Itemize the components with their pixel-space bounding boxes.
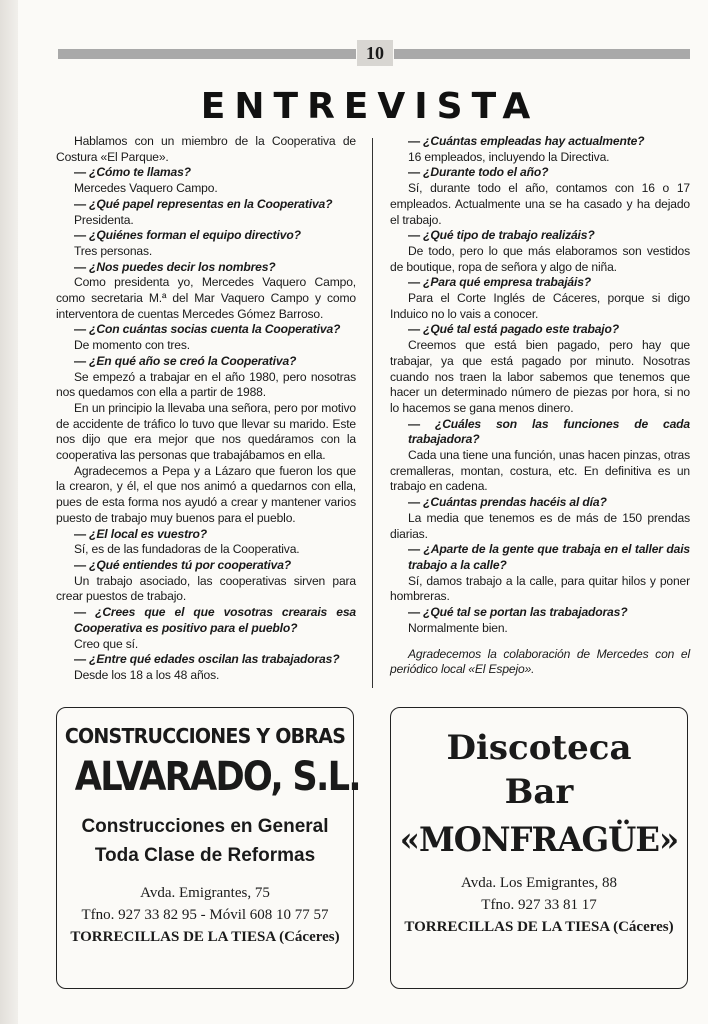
interview-answer: Cada una tiene una función, unas hacen pinzas, otras cremalleras, montan, costura, etc. En definitiva es un trabajo en cadena. bbox=[390, 448, 690, 494]
interview-answer: De momento con tres. bbox=[74, 338, 190, 353]
ad-monfrague-name: «MONFRAGÜE» bbox=[399, 820, 679, 860]
question-dash: — bbox=[74, 605, 96, 620]
question-dash: — bbox=[408, 495, 424, 510]
article-title: ENTREVISTA bbox=[200, 86, 540, 127]
question-dash: — bbox=[74, 322, 90, 337]
interview-answer: Un trabajo asociado, las cooperativas sirven para crear puestos de trabajo. bbox=[56, 573, 356, 604]
interview-answer: Agradecemos a Pepa y a Lázaro que fueron los que la crearon, y él, el que nos animó a quedarnos con ella, pues de esta forma nos ayudó a crear y mantener varios puesto de trabajo muy buenos para el pueblo. bbox=[56, 463, 356, 525]
interview-question bbox=[390, 495, 690, 511]
interview-question bbox=[390, 228, 690, 244]
ad-monfrague-town: TORRECILLAS DE LA TIESA (Cáceres) bbox=[404, 919, 674, 935]
question-text: ¿En qué año se creó la Cooperativa? bbox=[89, 353, 297, 368]
page-gutter-shadow bbox=[0, 0, 18, 1024]
interview-answer: Creemos que está bien pagado, pero hay que trabajar, ya que está pagado por minuto. Nosotras cuando nos traen la labor sabemos que tenemos que hacer un determinado número de piezas por hora, si no lo hacemos se gana menos dinero. bbox=[390, 338, 690, 415]
advertisement-alvarado bbox=[56, 707, 360, 989]
interview-question bbox=[56, 165, 356, 181]
interview-answer: Mercedes Vaquero Campo. bbox=[74, 181, 218, 196]
interview-question bbox=[56, 527, 356, 543]
interview-question bbox=[56, 605, 356, 636]
ad-alvarado-name: ALVARADO, S.L. bbox=[74, 754, 360, 800]
page-number: 10 bbox=[357, 40, 393, 66]
question-dash: — bbox=[74, 557, 90, 572]
interview-answer: Como presidenta yo, Mercedes Vaquero Campo, como secretaria M.ª del Mar Vaquero Campo y como interventora de cuentas Mercedes Gómez Barroso. bbox=[56, 275, 356, 321]
question-text: ¿Cómo te llamas? bbox=[89, 165, 191, 180]
interview-answer: Tres personas. bbox=[74, 243, 153, 258]
interview-question bbox=[390, 322, 690, 338]
question-text: ¿Entre qué edades oscilan las trabajadoras? bbox=[89, 652, 340, 667]
question-text: ¿Cuántas empleadas hay actualmente? bbox=[423, 134, 645, 148]
question-dash: — bbox=[74, 165, 90, 180]
ad-alvarado-category: CONSTRUCCIONES Y OBRAS bbox=[64, 724, 346, 748]
interview-answer: Hablamos con un miembro de la Cooperativa de Costura «El Parque». bbox=[56, 134, 356, 164]
question-text: ¿Para qué empresa trabajáis? bbox=[423, 275, 592, 290]
question-dash: — bbox=[408, 416, 435, 431]
interview-question bbox=[390, 165, 690, 181]
column-divider bbox=[372, 138, 373, 688]
question-dash: — bbox=[408, 605, 424, 620]
interview-question bbox=[390, 134, 690, 150]
question-text: ¿Quiénes forman el equipo directivo? bbox=[89, 228, 301, 243]
ad-monfrague-bar: Bar bbox=[504, 772, 574, 812]
interview-question bbox=[390, 605, 690, 621]
question-dash: — bbox=[74, 228, 90, 243]
question-text: ¿Cuántas prendas hacéis al día? bbox=[423, 495, 607, 510]
advertisement-monfrague bbox=[390, 707, 688, 989]
interview-answer: Creo que sí. bbox=[74, 636, 139, 651]
question-text: ¿Aparte de la gente que trabaja en el taller dais trabajo a la calle? bbox=[408, 542, 690, 572]
question-text: ¿Qué tal se portan las trabajadoras? bbox=[423, 605, 628, 620]
question-text: ¿Cuáles son las funciones de cada trabajadora? bbox=[408, 416, 690, 447]
interview-question bbox=[390, 542, 690, 573]
closing-note: Agradecemos la colaboración de Mercedes con el periódico local «El Espejo». bbox=[390, 646, 690, 677]
question-text: ¿Nos puedes decir los nombres? bbox=[89, 259, 276, 274]
ad-alvarado-service-1: Construcciones en General bbox=[81, 816, 329, 837]
question-dash: — bbox=[74, 259, 90, 274]
interview-question bbox=[56, 558, 356, 574]
interview-question bbox=[56, 197, 356, 213]
question-dash: — bbox=[74, 652, 90, 667]
interview-question bbox=[56, 260, 356, 276]
ad-monfrague-discoteca: Discoteca bbox=[446, 728, 632, 768]
interview-question bbox=[56, 322, 356, 338]
question-dash: — bbox=[74, 196, 90, 211]
interview-question bbox=[390, 417, 690, 448]
ad-monfrague-address: Avda. Los Emigrantes, 88 bbox=[461, 875, 617, 891]
question-dash: — bbox=[74, 526, 90, 541]
question-text: ¿Qué tipo de trabajo realizáis? bbox=[423, 228, 595, 243]
interview-answer: Presidenta. bbox=[74, 212, 134, 227]
question-dash: — bbox=[408, 134, 424, 148]
interview-question bbox=[56, 354, 356, 370]
question-text: ¿Qué entiendes tú por cooperativa? bbox=[89, 557, 292, 572]
ad-alvarado-service-2: Toda Clase de Reformas bbox=[94, 845, 316, 866]
interview-answer: En un principio la llevaba una señora, pero por motivo de accidente de tráfico lo tuvo que llevar su marido. Este nos dijo que era mejor que nos quedáramos con la cooperativa las personas que trabajábamos en ella. bbox=[56, 400, 356, 463]
question-dash: — bbox=[408, 275, 424, 290]
interview-question bbox=[56, 652, 356, 668]
question-dash: — bbox=[408, 542, 424, 557]
ad-monfrague-phone: Tfno. 927 33 81 17 bbox=[481, 897, 597, 913]
question-text: ¿Con cuántas socias cuenta la Cooperativa? bbox=[89, 322, 341, 337]
interview-answer: Se empezó a trabajar en el año 1980, pero nosotras nos quedamos con ella a partir de 1988. bbox=[56, 369, 356, 400]
question-text: ¿Qué papel representas en la Cooperativa? bbox=[89, 196, 333, 211]
interview-answer: De todo, pero lo que más elaboramos son vestidos de boutique, ropa de señora y algo de niña. bbox=[390, 243, 690, 274]
interview-answer: 16 empleados, incluyendo la Directiva. bbox=[408, 149, 610, 164]
interview-answer: Sí, es de las fundadoras de la Cooperativa. bbox=[74, 542, 300, 557]
interview-answer: Sí, durante todo el año, contamos con 16 o 17 empleados. Actualmente una se ha casado y ha dejado el trabajo. bbox=[390, 181, 690, 227]
interview-column-left bbox=[56, 134, 356, 684]
interview-answer: La media que tenemos es de más de 150 prendas diarias. bbox=[390, 510, 690, 541]
question-dash: — bbox=[74, 353, 90, 368]
ad-alvarado-town: TORRECILLAS DE LA TIESA (Cáceres) bbox=[70, 929, 340, 945]
ad-alvarado-phone: Tfno. 927 33 82 95 - Móvil 608 10 77 57 bbox=[81, 907, 329, 923]
question-dash: — bbox=[408, 165, 424, 180]
interview-answer: Para el Corte Inglés de Cáceres, porque si digo Induico no lo vais a conocer. bbox=[390, 291, 690, 321]
question-text: ¿Qué tal está pagado este trabajo? bbox=[423, 322, 619, 337]
interview-column-right bbox=[390, 134, 690, 678]
question-text: ¿Durante todo el año? bbox=[423, 165, 549, 180]
interview-answer: Normalmente bien. bbox=[408, 620, 508, 635]
question-dash: — bbox=[408, 228, 424, 243]
interview-answer: Sí, damos trabajo a la calle, para quitar hilos y poner hombreras. bbox=[390, 573, 690, 604]
question-text: ¿El local es vuestro? bbox=[89, 526, 207, 541]
header-rule-left bbox=[58, 49, 356, 59]
question-text: ¿Crees que el que vosotras crearais esa Cooperativa es positivo para el pueblo? bbox=[74, 605, 356, 635]
interview-question bbox=[390, 275, 690, 291]
header-rule-right bbox=[394, 49, 690, 59]
question-dash: — bbox=[408, 322, 424, 337]
ad-alvarado-address: Avda. Emigrantes, 75 bbox=[140, 885, 270, 901]
interview-answer: Desde los 18 a los 48 años. bbox=[74, 667, 220, 682]
interview-question bbox=[56, 228, 356, 244]
